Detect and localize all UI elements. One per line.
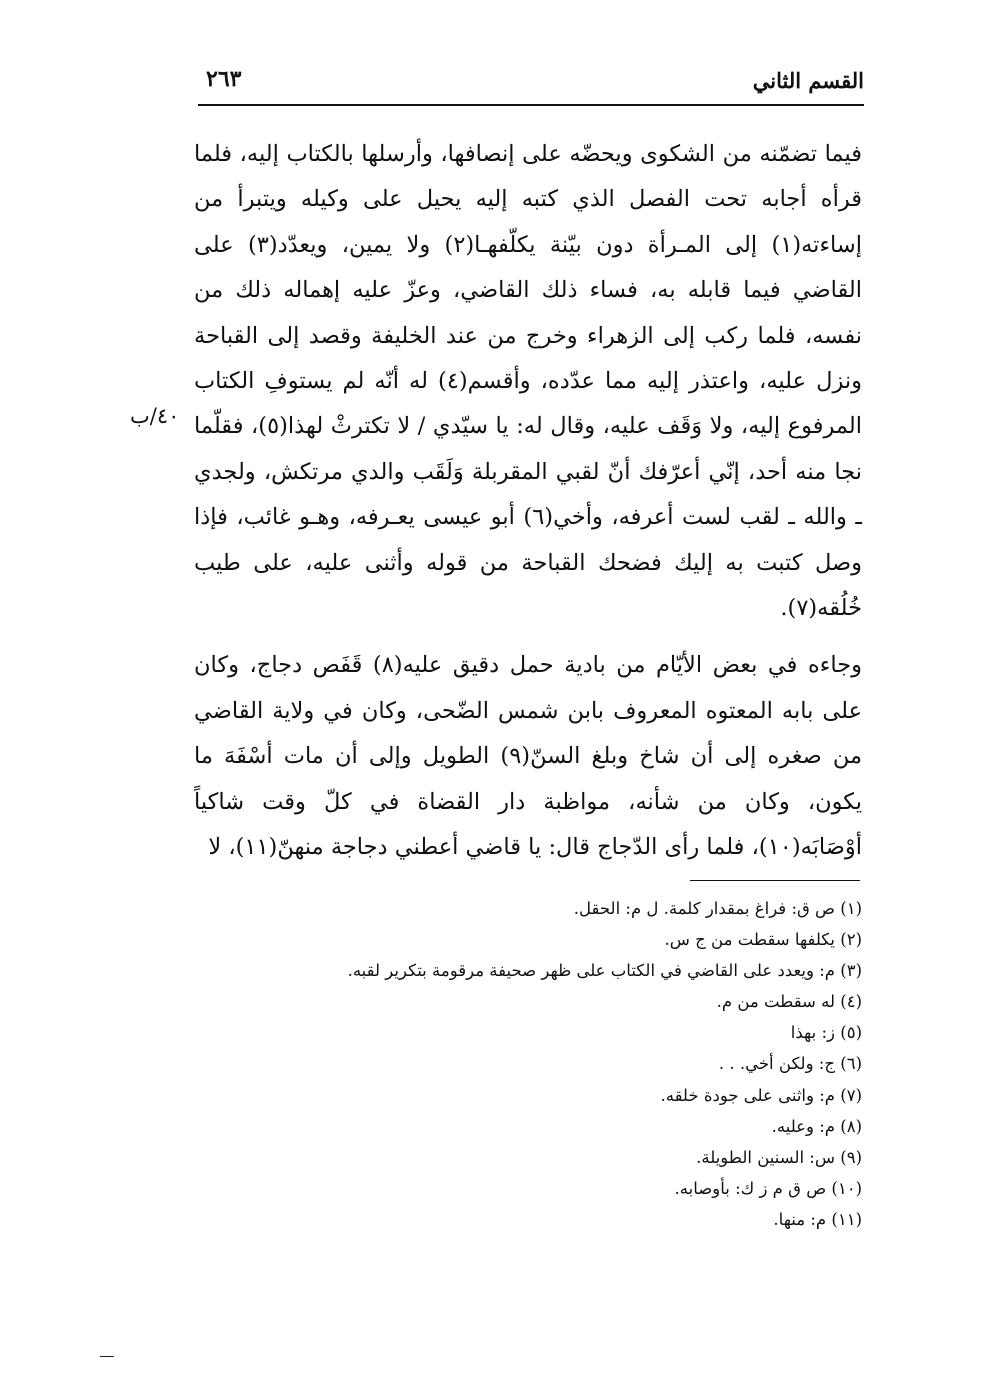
section-title: القسم الثاني [752, 68, 864, 93]
page-corner-mark [100, 1356, 114, 1357]
text-line: القاضي فيما قابله به، فساء ذلك القاضي، وعزّ عليه إهماله ذلك من [194, 277, 862, 304]
text-line: أوْصَابَه(١٠)، فلما رأى الدّجاج قال: يا قاضي أعطني دجاجة منهنّ(١١)، لا [208, 834, 862, 861]
text-line: فلما قرأه أجابه تحت الفصل الذي كتبه إليه يحيل على وكيله ويتبرأ من [194, 141, 862, 213]
footnote-divider [690, 880, 860, 881]
footnote: (١٠) ص ق م ز ك: بأوصابه. [674, 1178, 862, 1198]
footnote: (٣) م: ويعدد على القاضي في الكتاب على ظهر صحيفة مرقومة بتكرير لقبه. [347, 961, 862, 981]
footnote: (٤) له سقطت من م. [716, 992, 862, 1012]
footnote: (٩) س: السنين الطويلة. [696, 1147, 862, 1167]
footnote: (٥) ز: بهذا [790, 1023, 862, 1043]
text-line: نفسه، فلما ركب إلى الزهراء وخرج من عند الخليفة وقصد إلى القباحة [194, 322, 862, 349]
page-header [198, 62, 864, 106]
footnote: (٧) م: واثنى على جودة خلقه. [660, 1085, 862, 1105]
main-text [194, 132, 862, 871]
footnote: (٢) يكلفها سقطت من ج س. [664, 930, 862, 950]
text-line: على طيب خُلُقه(٧). [194, 549, 862, 622]
text-line: ولجدي ـ والله ـ لقب لست أعرفه، وأخي(٦) أبو عيسى يعـرفه، وهـو [194, 458, 862, 531]
text-line: المرفوع إليه، ولا وَقَف عليه، وقال له: يا سيّدي / لا تكترثْ لهذا(٥)، [251, 413, 862, 440]
text-line: غائب، فإذا وصل كتبت به إليك فضحك القباحة من قوله وأثنى عليه، [194, 504, 862, 576]
footnotes [220, 893, 862, 1235]
page-number: ٢٦٣ [206, 66, 242, 92]
text-line: فيما تضمّنه من الشكوى ويحضّه على إنصافها، وأرسلها بالكتاب إليه، [239, 141, 862, 167]
text-line: أسْفَهَ ما يكون، وكان من شأنه، مواظبة دار القضاة في كلّ وقت شاكياً [194, 743, 862, 815]
footnote: (١) ص ق: فراغ بمقدار كلمة. ل م: الحقل. [573, 899, 862, 918]
text-line: وكان على بابه المعتوه المعروف بابن شمس الضّحى، وكان في ولاية [194, 652, 862, 724]
text-line: وجاءه في بعض الأيّام من بادية حمل دقيق عليه(٨) قَفَص دجاج، [249, 652, 862, 679]
paragraph-2 [194, 643, 862, 870]
text-line: ونزل عليه، واعتذر إليه مما عدّده، وأقسم(٤) له أنّه لم يستوفِ الكتاب [194, 368, 862, 395]
footnote: (١١) م: منها. [773, 1209, 862, 1229]
footnote: (٨) م: وعليه. [771, 1116, 862, 1136]
header-divider [198, 104, 864, 106]
paragraph-1 [194, 132, 862, 631]
footnote: (٦) ج: ولكن أخي. . . [718, 1054, 862, 1074]
text-line: فقلّما نجا منه أحد، إنّي أعرّفك أنّ لقبي المقربلة وَلَقَب والدي مرتكش، [194, 413, 862, 485]
margin-folio-note: ٤٠/ب [130, 404, 180, 428]
text-line: القاضي من صغره إلى أن شاخ وبلغ السنّ(٩) الطويل وإلى أن مات [194, 697, 863, 770]
text-line: إساءته(١) إلى المـرأة دون بيّنة يكلّفهـا(٢) ولا يمين، ويعدّد(٣) على [194, 231, 862, 258]
